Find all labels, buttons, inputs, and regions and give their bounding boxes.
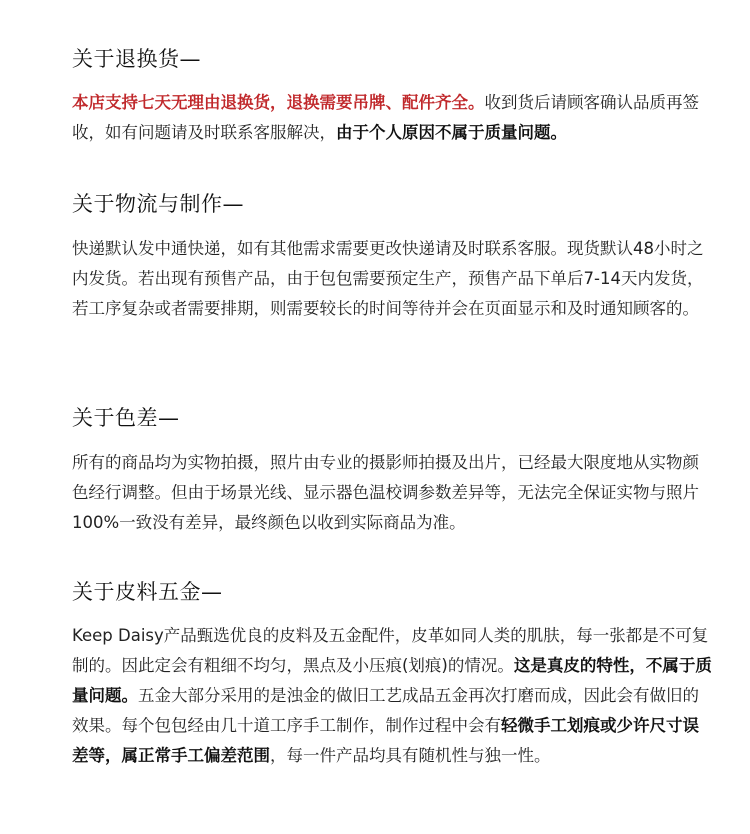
color-section xyxy=(72,403,712,538)
returns-text xyxy=(72,88,712,148)
shipping-section xyxy=(72,189,712,324)
returns-policy-highlight: 本店支持七天无理由退换货，退换需要吊牌、配件齐全。 xyxy=(72,93,485,112)
returns-text-normal: 收到货后请顾客确认品质再签收，如有问题请及时联系客服解决， xyxy=(72,93,699,142)
leather-text xyxy=(72,621,712,771)
shipping-heading: 关于物流与制作— xyxy=(72,192,244,216)
color-heading: 关于色差— xyxy=(72,406,180,430)
returns-text-bold: 由于个人原因不属于质量问题。 xyxy=(336,123,567,142)
leather-section xyxy=(72,577,712,771)
leather-text-bold-1: 这是真皮的特性，不属于质量问题。 xyxy=(72,656,712,705)
returns-heading: 关于退换货— xyxy=(72,47,201,71)
leather-text-bold-2: 轻微手工划痕或少许尺寸误差等，属正常手工偏差范围 xyxy=(72,716,699,765)
leather-text-end: ，每一件产品均具有随机性与独一性。 xyxy=(270,746,551,765)
leather-text-middle: 五金大部分采用的是浊金的做旧工艺成品五金再次打磨而成，因此会有做旧的效果。每个包包经由几十道工序手工制作，制作过程中会有 xyxy=(72,686,699,735)
leather-heading: 关于皮料五金— xyxy=(72,580,223,604)
color-text: 所有的商品均为实物拍摄，照片由专业的摄影师拍摄及出片，已经最大限度地从实物颜色经行调整。但由于场景光线、显示器色温校调参数差异等，无法完全保证实物与照片100%一致没有差异，最终颜色以收到实际商品为准。 xyxy=(72,453,699,532)
returns-section xyxy=(72,44,712,148)
leather-text-intro: Keep Daisy产品甄选优良的皮料及五金配件，皮革如同人类的肌肤，每一张都是不可复制的。因此定会有粗细不均匀，黑点及小压痕(划痕)的情况。 xyxy=(72,626,709,675)
shipping-text: 快递默认发中通快递，如有其他需求需要更改快递请及时联系客服。现货默认48小时之内发货。若出现有预售产品，由于包包需要预定生产，预售产品下单后7-14天内发货，若工序复杂或者需要排期，则需要较长的时间等待并会在页面显示和及时通知顾客的。 xyxy=(72,239,704,318)
